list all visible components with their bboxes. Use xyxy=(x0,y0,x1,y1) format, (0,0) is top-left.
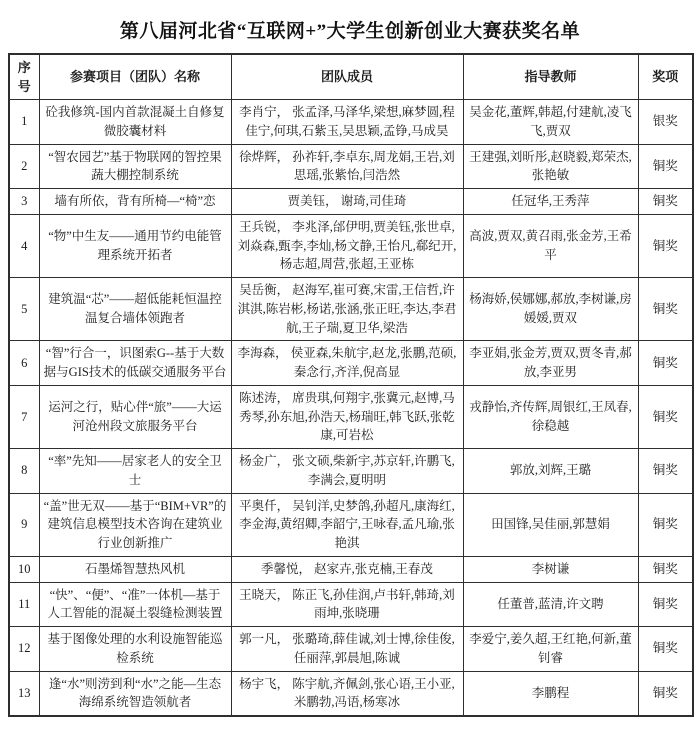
advisors: 高波,贾双,黄召雨,张金芳,王希平 xyxy=(463,214,638,277)
award: 铜奖 xyxy=(638,189,693,215)
advisors: 任董普,蓝清,许文聘 xyxy=(463,582,638,627)
table-row xyxy=(9,582,693,627)
advisors: 戎静怡,齐传辉,周银红,王凤春,徐稳越 xyxy=(463,385,638,448)
award-list-table xyxy=(8,53,694,717)
table-header-row xyxy=(9,54,693,100)
team-members: 郭一凡， 张璐琦,薛佳诚,刘士博,徐佳俊,任丽萍,郭晨旭,陈诚 xyxy=(231,627,463,672)
team-members: 李肖宁， 张孟泽,马泽华,梁想,麻梦圆,程佳宁,何琪,石紫玉,吴思颖,孟铮,马成昊 xyxy=(231,100,463,145)
project-name: “物”中生友——通用节约电能管理系统开拓者 xyxy=(39,214,231,277)
header-no: 序号 xyxy=(9,54,39,100)
table-row xyxy=(9,385,693,448)
header-members: 团队成员 xyxy=(231,54,463,100)
award: 铜奖 xyxy=(638,385,693,448)
advisors: 吴金花,董辉,韩超,付建航,凌飞飞,贾双 xyxy=(463,100,638,145)
row-number: 1 xyxy=(9,100,39,145)
award: 铜奖 xyxy=(638,493,693,556)
header-award: 奖项 xyxy=(638,54,693,100)
award: 银奖 xyxy=(638,100,693,145)
page-title: 第八届河北省“互联网+”大学生创新创业大赛获奖名单 xyxy=(119,21,581,42)
project-name: “智”行合一，识图索G--基于大数据与GIS技术的低碳交通服务平台 xyxy=(39,341,231,386)
table-row xyxy=(9,671,693,716)
award: 铜奖 xyxy=(638,341,693,386)
table-row xyxy=(9,214,693,277)
row-number: 9 xyxy=(9,493,39,556)
team-members: 贾美钰， 谢琦,司佳琦 xyxy=(231,189,463,215)
project-name: 逢“水”则涝到利“水”之能—生态海绵系统智造领航者 xyxy=(39,671,231,716)
row-number: 6 xyxy=(9,341,39,386)
advisors: 郭放,刘辉,王璐 xyxy=(463,449,638,494)
project-name: 基于图像处理的水利设施智能巡检系统 xyxy=(39,627,231,672)
row-number: 8 xyxy=(9,449,39,494)
table-row xyxy=(9,449,693,494)
award: 铜奖 xyxy=(638,582,693,627)
table-row xyxy=(9,556,693,582)
project-name: 运河之行，贴心伴“旅”——大运河沧州段文旅服务平台 xyxy=(39,385,231,448)
award: 铜奖 xyxy=(638,556,693,582)
row-number: 4 xyxy=(9,214,39,277)
advisors: 王建强,刘昕彤,赵晓毅,郑荣杰,张艳敏 xyxy=(463,144,638,189)
row-number: 10 xyxy=(9,556,39,582)
advisors: 李树谦 xyxy=(463,556,638,582)
table-row xyxy=(9,627,693,672)
team-members: 平奥仟， 吴钊洋,史梦鸽,孙超凡,康海红,李金海,黄绍卿,李韶宁,王咏春,孟凡瑜,张艳淇 xyxy=(231,493,463,556)
header-project: 参赛项目（团队）名称 xyxy=(39,54,231,100)
project-name: 墙有所依，背有所椅—“椅”恋 xyxy=(39,189,231,215)
team-members: 杨金广， 张文硕,柴新宇,苏京轩,许鹏飞,李满会,夏明明 xyxy=(231,449,463,494)
project-name: “盖”世无双——基于“BIM+VR”的建筑信息模型技术咨询在建筑业行业创新推广 xyxy=(39,493,231,556)
project-name: 石墨烯智慧热风机 xyxy=(39,556,231,582)
advisors: 任冠华,王秀萍 xyxy=(463,189,638,215)
project-name: “快”、“便”、“准”一体机—基于人工智能的混凝土裂缝检测装置 xyxy=(39,582,231,627)
project-name: 砼我修筑-国内首款混凝土自修复微胶囊材料 xyxy=(39,100,231,145)
table-row xyxy=(9,144,693,189)
advisors: 李亚娟,张金芳,贾双,贾冬青,郝放,李亚男 xyxy=(463,341,638,386)
header-advisors: 指导教师 xyxy=(463,54,638,100)
award: 铜奖 xyxy=(638,449,693,494)
advisors: 李爱宁,姜久超,王红艳,何新,董钊睿 xyxy=(463,627,638,672)
row-number: 13 xyxy=(9,671,39,716)
award: 铜奖 xyxy=(638,671,693,716)
team-members: 王兵锐， 李兆泽,邰伊明,贾美钰,张世卓,刘焱森,甄李,李灿,杨文静,王怡凡,郗纪开,杨志超,周营,张超,王亚栋 xyxy=(231,214,463,277)
team-members: 王晓天， 陈正飞,孙佳润,卢书轩,韩琦,刘雨坤,张晓珊 xyxy=(231,582,463,627)
project-name: 建筑温“芯”——超低能耗恒温控温复合墙体领跑者 xyxy=(39,278,231,341)
table-row xyxy=(9,278,693,341)
team-members: 陈述涛， 席贵琪,何翔宇,张冀元,赵博,马秀琴,孙东旭,孙浩天,杨瑞旺,韩飞跃,张乾康,可岩松 xyxy=(231,385,463,448)
team-members: 季馨悦， 赵家卉,张克楠,王春茂 xyxy=(231,556,463,582)
advisors: 杨海娇,侯娜娜,郝放,李树谦,房媛媛,贾双 xyxy=(463,278,638,341)
table-row xyxy=(9,100,693,145)
row-number: 5 xyxy=(9,278,39,341)
award: 铜奖 xyxy=(638,214,693,277)
project-name: “率”先知——居家老人的安全卫士 xyxy=(39,449,231,494)
row-number: 3 xyxy=(9,189,39,215)
award: 铜奖 xyxy=(638,144,693,189)
project-name: “智农园艺”基于物联网的智控果蔬大棚控制系统 xyxy=(39,144,231,189)
advisors: 李鹏程 xyxy=(463,671,638,716)
team-members: 杨宇飞， 陈宇航,齐佩剑,张心语,王小亚,米鹏勃,冯语,杨寒冰 xyxy=(231,671,463,716)
row-number: 7 xyxy=(9,385,39,448)
row-number: 2 xyxy=(9,144,39,189)
team-members: 吴岳衡， 赵海军,崔可赛,宋雷,王信哲,许淇淇,陈岩彬,杨诺,张涵,张正旺,李达,李君航,王子瑞,夏卫华,梁浩 xyxy=(231,278,463,341)
team-members: 李海森， 侯亚森,朱航宇,赵龙,张鹏,范硕,秦念行,齐洋,倪高显 xyxy=(231,341,463,386)
row-number: 12 xyxy=(9,627,39,672)
table-row xyxy=(9,341,693,386)
table-row xyxy=(9,189,693,215)
award: 铜奖 xyxy=(638,278,693,341)
team-members: 徐烨辉， 孙祚轩,李卓东,周龙娟,王岩,刘思瑶,张紫怡,闫浩然 xyxy=(231,144,463,189)
advisors: 田国锋,吴佳丽,郭慧娟 xyxy=(463,493,638,556)
award: 铜奖 xyxy=(638,627,693,672)
row-number: 11 xyxy=(9,582,39,627)
table-row xyxy=(9,493,693,556)
